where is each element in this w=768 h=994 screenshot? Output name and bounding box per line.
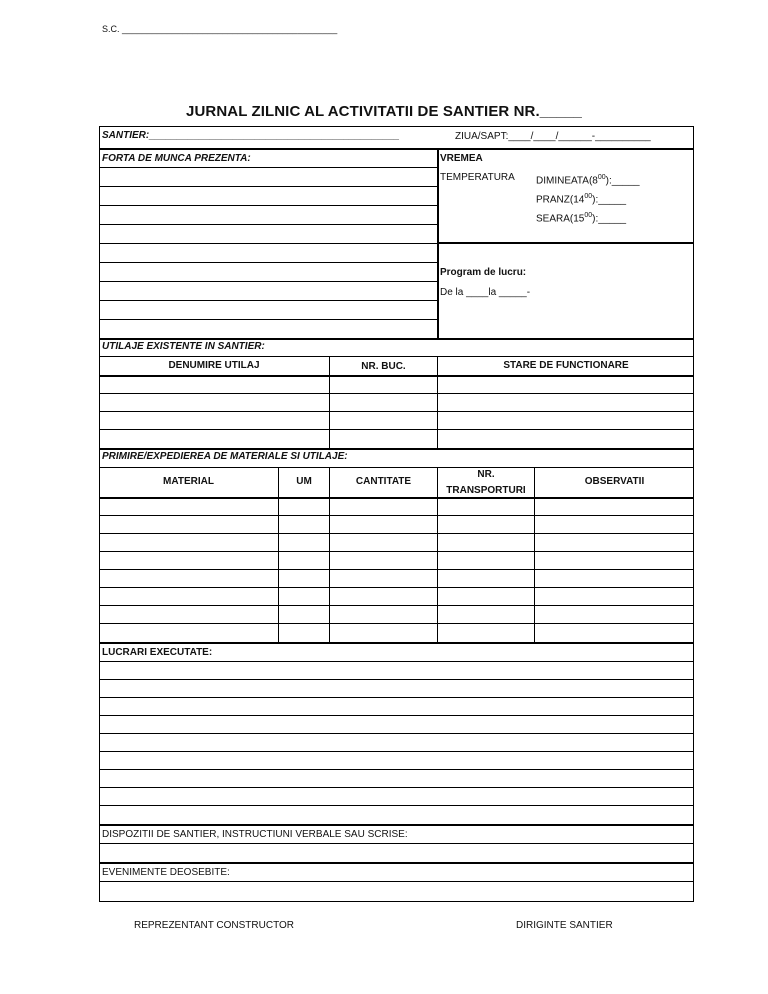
materials-row[interactable] [99,533,694,534]
divider [99,824,694,826]
divider [329,467,330,642]
materials-col-transports: TRANSPORTURI [446,485,526,496]
equipment-row[interactable] [99,429,694,430]
program-hours-field[interactable]: De la ____la _____- [440,287,531,298]
events-row[interactable] [99,881,694,882]
materials-row[interactable] [99,551,694,552]
workforce-row[interactable] [99,262,437,263]
materials-col-material: MATERIAL [163,476,214,487]
divider [437,467,438,642]
works-row[interactable] [99,787,694,788]
temp-noon-field[interactable]: $PRANZ(14^{00}):\_\_\_\_\_$ [536,193,627,206]
workforce-row[interactable] [99,281,437,282]
equipment-row[interactable] [99,411,694,412]
divider [99,642,694,644]
works-label: LUCRARI EXECUTATE: [102,647,213,658]
page-title: JURNAL ZILNIC AL ACTIVITATII DE SANTIER NR._____ [186,103,582,120]
works-row[interactable] [99,679,694,680]
divider [99,862,694,864]
materials-col-observations: OBSERVATII [584,476,645,487]
dispositions-row[interactable] [99,843,694,844]
divider [278,467,279,642]
materials-row[interactable] [99,569,694,570]
materials-col-um: UM [296,476,312,487]
works-row[interactable] [99,661,694,662]
materials-col-quantity: CANTITATE [355,476,412,487]
materials-row[interactable] [99,515,694,516]
events-label: EVENIMENTE DEOSEBITE: [102,867,230,878]
works-row[interactable] [99,769,694,770]
company-line: S.C. ___________________________________________ [102,24,338,34]
equipment-col-count: NR. BUC. [361,361,406,372]
divider [437,356,438,448]
works-row[interactable] [99,751,694,752]
workforce-row[interactable] [99,186,437,187]
constructor-signature-label: REPREZENTANT CONSTRUCTOR [134,920,295,931]
santier-field[interactable]: SANTIER:_____________________________________________ [102,130,400,141]
works-row[interactable] [99,733,694,734]
works-row[interactable] [99,697,694,698]
divider [99,356,694,357]
divider [99,467,694,468]
date-field[interactable]: ZIUA/SAPT:____/____/______-__________ [455,131,651,142]
divider [99,148,694,150]
materials-label: PRIMIRE/EXPEDIEREA DE MATERIALE SI UTILAJE: [102,451,348,462]
temperature-label: TEMPERATURA [440,172,515,183]
divider [534,467,535,642]
program-label: Program de lucru: [440,267,527,278]
site-director-signature-label: DIRIGINTE SANTIER [516,920,613,931]
equipment-label: UTILAJE EXISTENTE IN SANTIER: [102,341,265,352]
workforce-row[interactable] [99,243,437,244]
divider [99,375,694,377]
divider [99,497,694,499]
workforce-row[interactable] [99,319,437,320]
divider [99,338,694,340]
temp-morning-field[interactable]: $DIMINEATA(8^{00}):\_\_\_\_\_$ [536,174,640,187]
materials-row[interactable] [99,587,694,588]
temp-evening-field[interactable]: $SEARA(15^{00}):\_\_\_\_\_$ [536,212,627,225]
workforce-row[interactable] [99,224,437,225]
equipment-col-name: DENUMIRE UTILAJ [168,360,260,371]
materials-col-transports-nr: NR. [477,469,495,480]
works-row[interactable] [99,715,694,716]
workforce-row[interactable] [99,167,437,168]
workforce-row[interactable] [99,205,437,206]
divider [329,356,330,448]
workforce-label: FORTA DE MUNCA PREZENTA: [102,153,251,164]
materials-row[interactable] [99,623,694,624]
equipment-row[interactable] [99,393,694,394]
workforce-row[interactable] [99,300,437,301]
works-row[interactable] [99,805,694,806]
materials-row[interactable] [99,605,694,606]
equipment-col-status: STARE DE FUNCTIONARE [503,360,629,371]
dispositions-label: DISPOZITII DE SANTIER, INSTRUCTIUNI VERBALE SAU SCRISE: [102,829,408,840]
divider [437,242,694,244]
divider [99,448,694,450]
weather-label: VREMEA [440,153,483,164]
